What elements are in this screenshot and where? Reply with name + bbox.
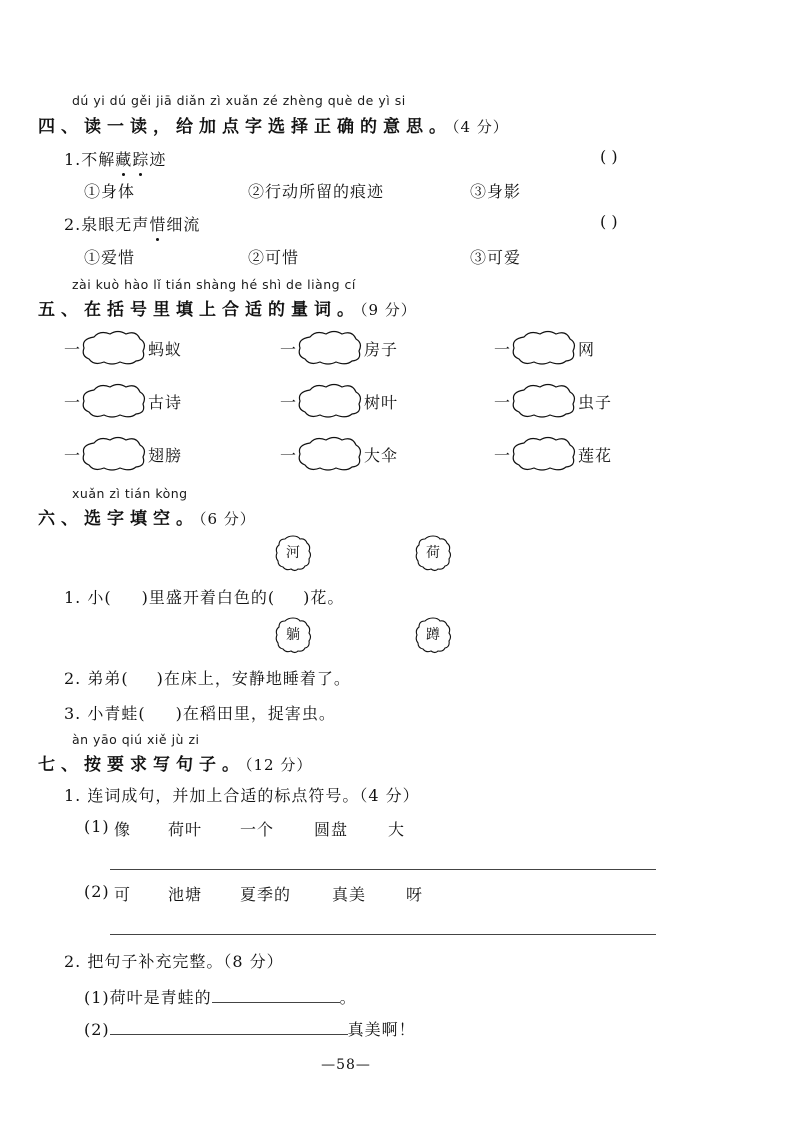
q5-pinyin: zài kuò hào lǐ tián shàng hé shì de liàng cí (72, 277, 356, 292)
q4-score: （4 分） (452, 118, 509, 136)
q5-prefix: 一 (494, 340, 512, 359)
q5-noun: 蚂蚁 (148, 340, 183, 359)
q4-item2-char: 泉 (81, 215, 99, 234)
q5-noun: 虫子 (578, 393, 613, 412)
q7-line2-number: (2) (84, 882, 110, 901)
q5-prefix: 一 (64, 393, 82, 412)
q5-prefix: 一 (64, 446, 82, 465)
cloud-answer-box[interactable] (80, 435, 146, 471)
q4-item2 (64, 212, 200, 235)
q6-sentence1: 1. 小( )里盛开着白色的( )花。 (64, 588, 345, 607)
q5-title: 五、在括号里填上合适的量词。 (38, 300, 360, 320)
q4-item1-dotted-char: 踪 (132, 150, 149, 169)
q4-item2-char: 细 (166, 215, 184, 234)
choice-char: 蹲 (426, 627, 440, 643)
q4-item1-option1: ①身体 (84, 182, 136, 201)
q7-heading (38, 750, 312, 775)
q7-word: 可 (114, 885, 132, 904)
cloud-answer-box[interactable] (296, 435, 362, 471)
q4-item2-char: 流 (183, 215, 201, 234)
q5-noun: 莲花 (578, 446, 613, 465)
q5-heading (38, 295, 417, 320)
cloud-answer-box[interactable] (296, 329, 362, 365)
q5-noun: 翅膀 (148, 446, 183, 465)
q7-word: 夏季的 (240, 885, 292, 904)
choice-char: 躺 (286, 627, 300, 643)
q5-score: （9 分） (360, 301, 417, 319)
q7-word: 像 (114, 820, 132, 839)
q4-item2-char: 声 (132, 215, 150, 234)
q4-item2-number: 2. (64, 215, 82, 234)
q7-part2-sentence1: (1)荷叶是青蛙的 。 (84, 988, 357, 1007)
q5-noun: 大伞 (364, 446, 399, 465)
q5-prefix: 一 (280, 340, 298, 359)
q7-line1-number: (1) (84, 817, 110, 836)
page-number: —58— (321, 1057, 371, 1073)
q4-item1-char: 不 (81, 150, 99, 169)
q5-prefix: 一 (494, 446, 512, 465)
q7-word: 大 (388, 820, 406, 839)
choice-char: 河 (286, 545, 300, 561)
q4-item2-answer-paren[interactable]: ( ) (600, 212, 618, 231)
q4-item2-option2: ②可惜 (248, 248, 300, 267)
emphasis-dot (139, 173, 142, 176)
q7-word: 荷叶 (168, 820, 203, 839)
q4-title: 四、读一读，给加点字选择正确的意思。 (38, 117, 452, 137)
q6-pinyin: xuǎn zì tián kòng (72, 486, 188, 501)
cloud-answer-box[interactable] (80, 329, 146, 365)
cloud-answer-box[interactable] (510, 435, 576, 471)
emphasis-dot (122, 173, 125, 176)
q4-item2-option3: ③可爱 (470, 248, 522, 267)
cloud-answer-box[interactable] (80, 382, 146, 418)
q4-item2-char: 无 (115, 215, 133, 234)
q7-word: 池塘 (168, 885, 203, 904)
q5-prefix: 一 (280, 393, 298, 412)
q4-item1-char: 迹 (149, 150, 167, 169)
q6-heading (38, 504, 256, 529)
emphasis-dot (156, 238, 159, 241)
q6-score: （6 分） (199, 510, 256, 528)
q4-item1-answer-paren[interactable]: ( ) (600, 147, 618, 166)
q4-item2-dotted-char: 惜 (149, 215, 166, 234)
q5-noun: 树叶 (364, 393, 399, 412)
q4-item2-char: 眼 (98, 215, 116, 234)
fill-underline[interactable] (110, 1020, 348, 1035)
q7-word: 一个 (240, 820, 275, 839)
q5-noun: 房子 (364, 340, 399, 359)
q7-score: （12 分） (245, 756, 313, 774)
q7-word: 呀 (406, 885, 424, 904)
q5-prefix: 一 (280, 446, 298, 465)
answer-line[interactable] (110, 869, 656, 870)
q4-item1-char: 解 (98, 150, 116, 169)
answer-line[interactable] (110, 934, 656, 935)
q4-item1-number: 1. (64, 150, 82, 169)
q4-item1-option3: ③身影 (470, 182, 522, 201)
q4-item2-option1: ①爱惜 (84, 248, 136, 267)
q7-word: 圆盘 (314, 820, 349, 839)
q7-title: 七、按要求写句子。 (38, 755, 245, 775)
q5-prefix: 一 (494, 393, 512, 412)
q4-item1-option2: ②行动所留的痕迹 (248, 182, 385, 201)
q4-pinyin: dú yi dú gěi jiā diǎn zì xuǎn zé zhèng què de yì si (72, 93, 406, 108)
choice-char: 荷 (426, 545, 440, 561)
q5-prefix: 一 (64, 340, 82, 359)
q7-pinyin: àn yāo qiú xiě jù zi (72, 732, 200, 747)
q6-sentence2: 2. 弟弟( )在床上，安静地睡着了。 (64, 669, 351, 688)
cloud-answer-box[interactable] (510, 329, 576, 365)
q6-sentence3: 3. 小青蛙( )在稻田里，捉害虫。 (64, 704, 336, 723)
cloud-answer-box[interactable] (296, 382, 362, 418)
fill-underline[interactable] (212, 988, 340, 1003)
q7-part2-sentence2: (2) 真美啊！ (84, 1020, 416, 1039)
q5-noun: 古诗 (148, 393, 183, 412)
q7-word: 真美 (332, 885, 367, 904)
q6-title: 六、选字填空。 (38, 509, 199, 529)
q4-item1 (64, 147, 166, 170)
cloud-answer-box[interactable] (510, 382, 576, 418)
q4-item1-dotted-char: 藏 (115, 150, 132, 169)
q7-part1-title: 1. 连词成句，并加上合适的标点符号。（4 分） (64, 786, 420, 805)
q4-heading (38, 112, 509, 137)
q5-noun: 网 (578, 340, 596, 359)
q7-part2-title: 2. 把句子补充完整。（8 分） (64, 952, 284, 971)
